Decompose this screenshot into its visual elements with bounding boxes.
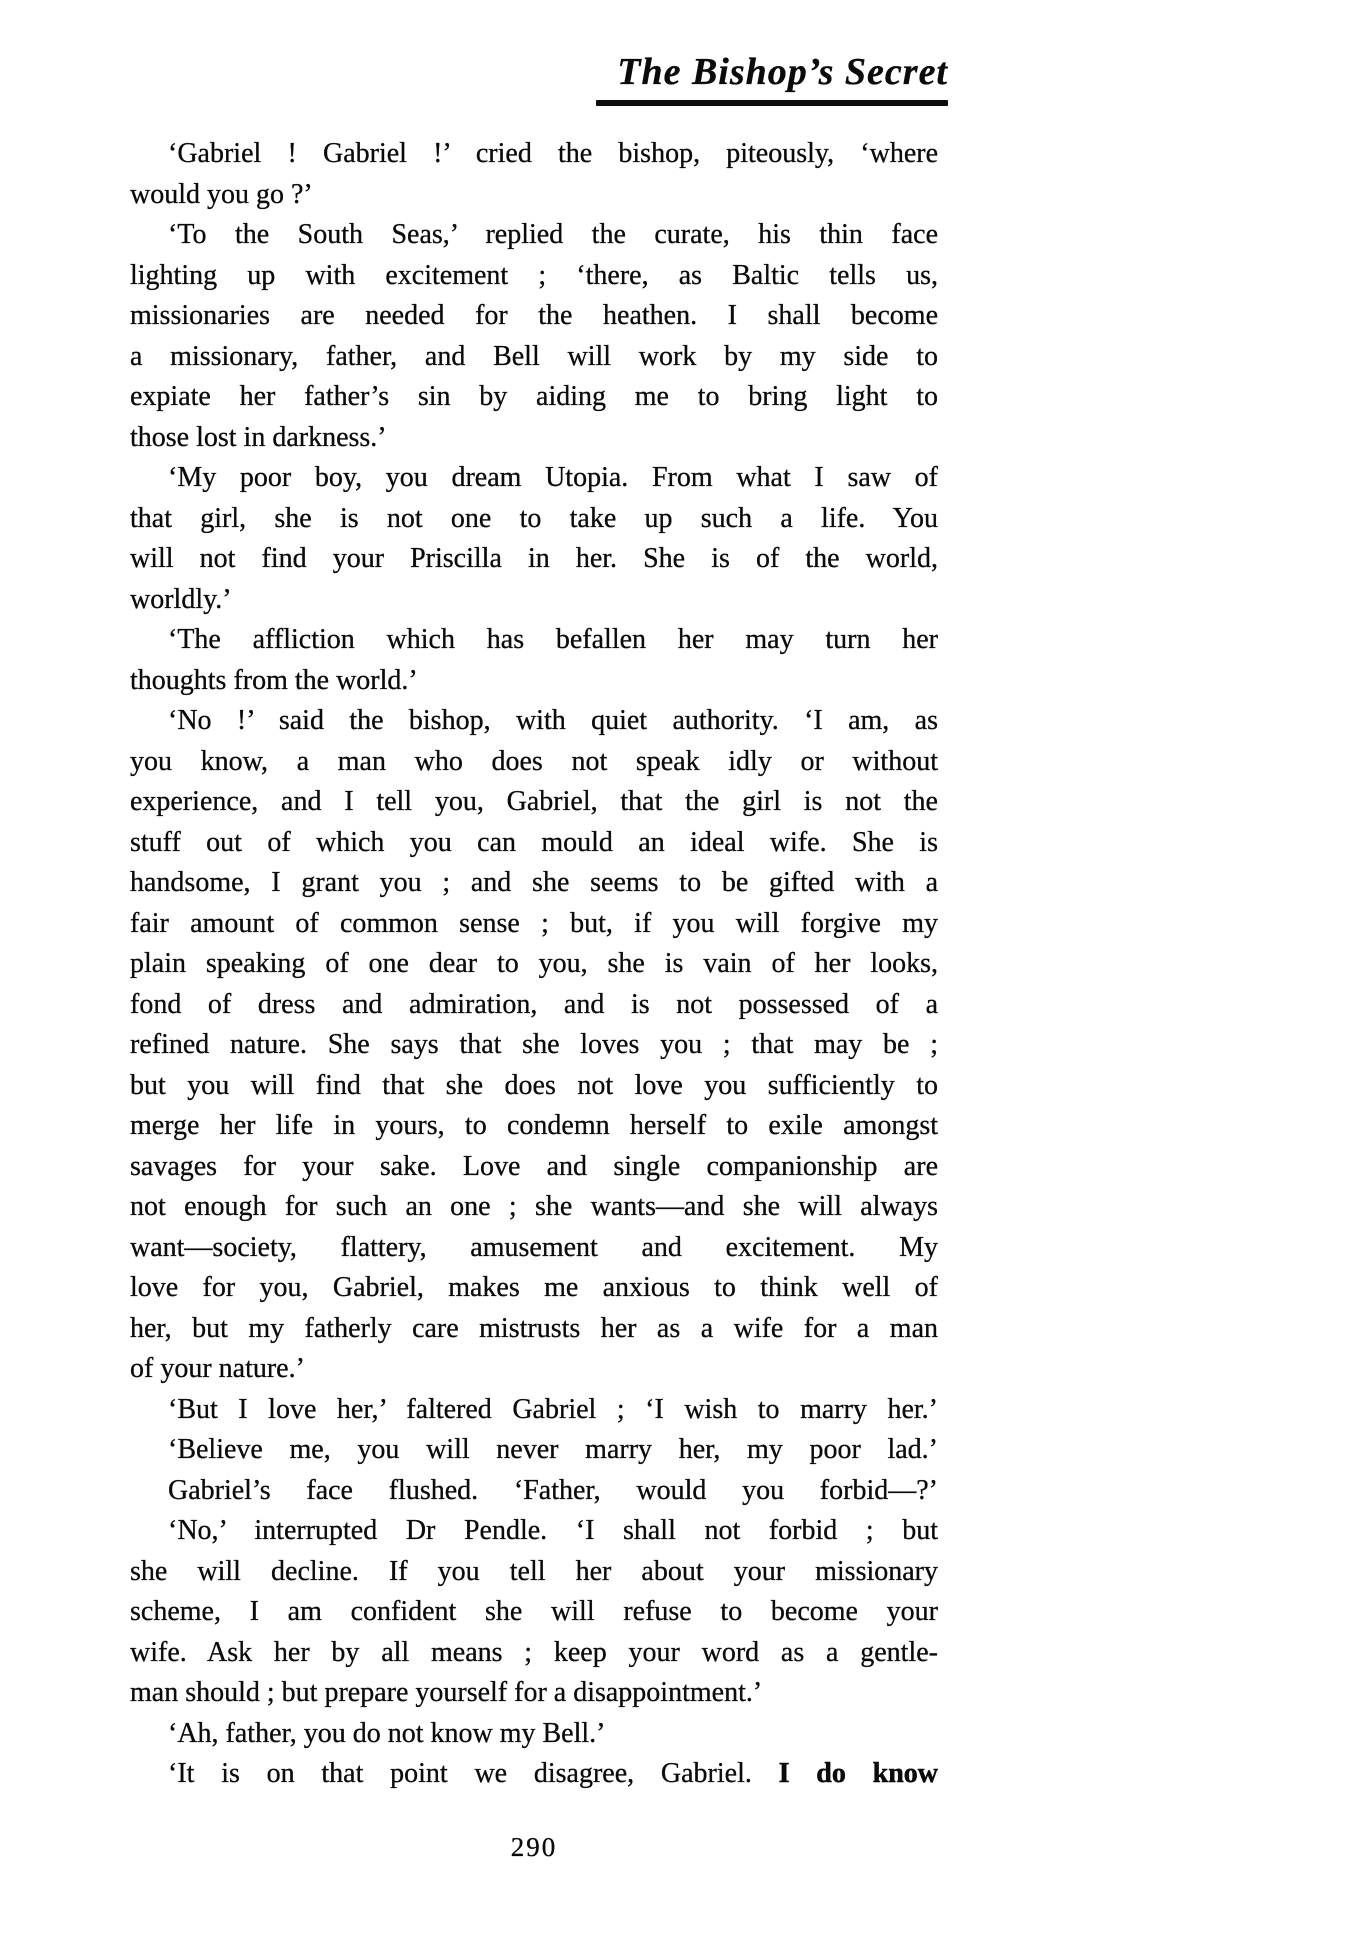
text-line: ‘The affliction which has befallen her may turn her bbox=[168, 624, 938, 655]
text-line: wife. Ask her by all means ; keep your word as a gentle- bbox=[130, 1636, 938, 1668]
text-line: expiate her father’s sin by aiding me to bring light to bbox=[130, 381, 938, 412]
text-line: ‘But I love her,’ faltered Gabriel ; ‘I wish to marry her.’ bbox=[168, 1393, 938, 1425]
text-line: not enough for such an one ; she wants—and she will always bbox=[130, 1191, 938, 1222]
page-header bbox=[130, 50, 948, 106]
text-line: ‘Ah, father, you do not know my Bell.’ bbox=[168, 1717, 606, 1749]
text-line: plain speaking of one dear to you, she is vain of her looks, bbox=[130, 948, 938, 979]
text-line: she will decline. If you tell her about your missionary bbox=[130, 1555, 938, 1587]
text-line: refined nature. She says that she loves you ; that may be ; bbox=[130, 1029, 938, 1060]
text-line: a missionary, father, and Bell will work by my side to bbox=[130, 340, 938, 372]
bold-text: I do know bbox=[778, 1758, 938, 1789]
text-line: want—society, flattery, amusement and excitement. My bbox=[130, 1231, 938, 1263]
text-line: would you go ?’ bbox=[130, 178, 313, 210]
page-number: 290 bbox=[510, 1832, 558, 1862]
text-line: ‘To the South Seas,’ replied the curate, his thin face bbox=[168, 219, 938, 250]
text-line: ‘No !’ said the bishop, with quiet authority. ‘I am, as bbox=[168, 705, 938, 736]
text-line: love for you, Gabriel, makes me anxious to think well of bbox=[130, 1272, 938, 1303]
text-line: ‘Gabriel ! Gabriel !’ cried the bishop, piteously, ‘where bbox=[168, 138, 938, 169]
text-line: ‘No,’ interrupted Dr Pendle. ‘I shall not forbid ; but bbox=[168, 1515, 938, 1546]
text-line: worldly.’ bbox=[130, 583, 232, 615]
text-line: ‘It is on that point we disagree, Gabriel. I do know bbox=[168, 1758, 938, 1789]
body-text bbox=[130, 134, 938, 1795]
text-line: Gabriel’s face flushed. ‘Father, would you forbid—?’ bbox=[168, 1474, 938, 1506]
text-line: fair amount of common sense ; but, if you will forgive my bbox=[130, 907, 938, 939]
page-footer bbox=[130, 1832, 938, 1863]
text-line: handsome, I grant you ; and she seems to be gifted with a bbox=[130, 867, 938, 898]
text-line: merge her life in yours, to condemn herself to exile amongst bbox=[130, 1110, 938, 1141]
text-line: you know, a man who does not speak idly or without bbox=[130, 745, 938, 777]
text-line: missionaries are needed for the heathen. I shall become bbox=[130, 300, 938, 331]
text-line: that girl, she is not one to take up such a life. You bbox=[130, 502, 938, 534]
text-line: those lost in darkness.’ bbox=[130, 421, 387, 453]
text-line: experience, and I tell you, Gabriel, that the girl is not the bbox=[130, 786, 938, 817]
text-line: man should ; but prepare yourself for a disappointment.’ bbox=[130, 1677, 763, 1708]
text-line: ‘My poor boy, you dream Utopia. From what I saw of bbox=[168, 462, 938, 493]
text-line: stuff out of which you can mould an ideal wife. She is bbox=[130, 826, 938, 858]
text-line: but you will find that she does not love you sufficiently to bbox=[130, 1069, 938, 1101]
text-line: thoughts from the world.’ bbox=[130, 664, 418, 696]
running-title: The Bishop’s Secret bbox=[617, 51, 948, 93]
text-line: fond of dress and admiration, and is not possessed of a bbox=[130, 988, 938, 1020]
text-line: ‘Believe me, you will never marry her, my poor lad.’ bbox=[168, 1434, 938, 1465]
text-line: of your nature.’ bbox=[130, 1353, 305, 1384]
text-line: lighting up with excitement ; ‘there, as Baltic tells us, bbox=[130, 259, 938, 291]
text-line: savages for your sake. Love and single companionship are bbox=[130, 1150, 938, 1182]
text-line: will not find your Priscilla in her. She is of the world, bbox=[130, 543, 938, 574]
title-rule bbox=[596, 100, 948, 106]
text-line: scheme, I am confident she will refuse to become your bbox=[130, 1596, 938, 1627]
text-line: her, but my fatherly care mistrusts her as a wife for a man bbox=[130, 1312, 938, 1344]
